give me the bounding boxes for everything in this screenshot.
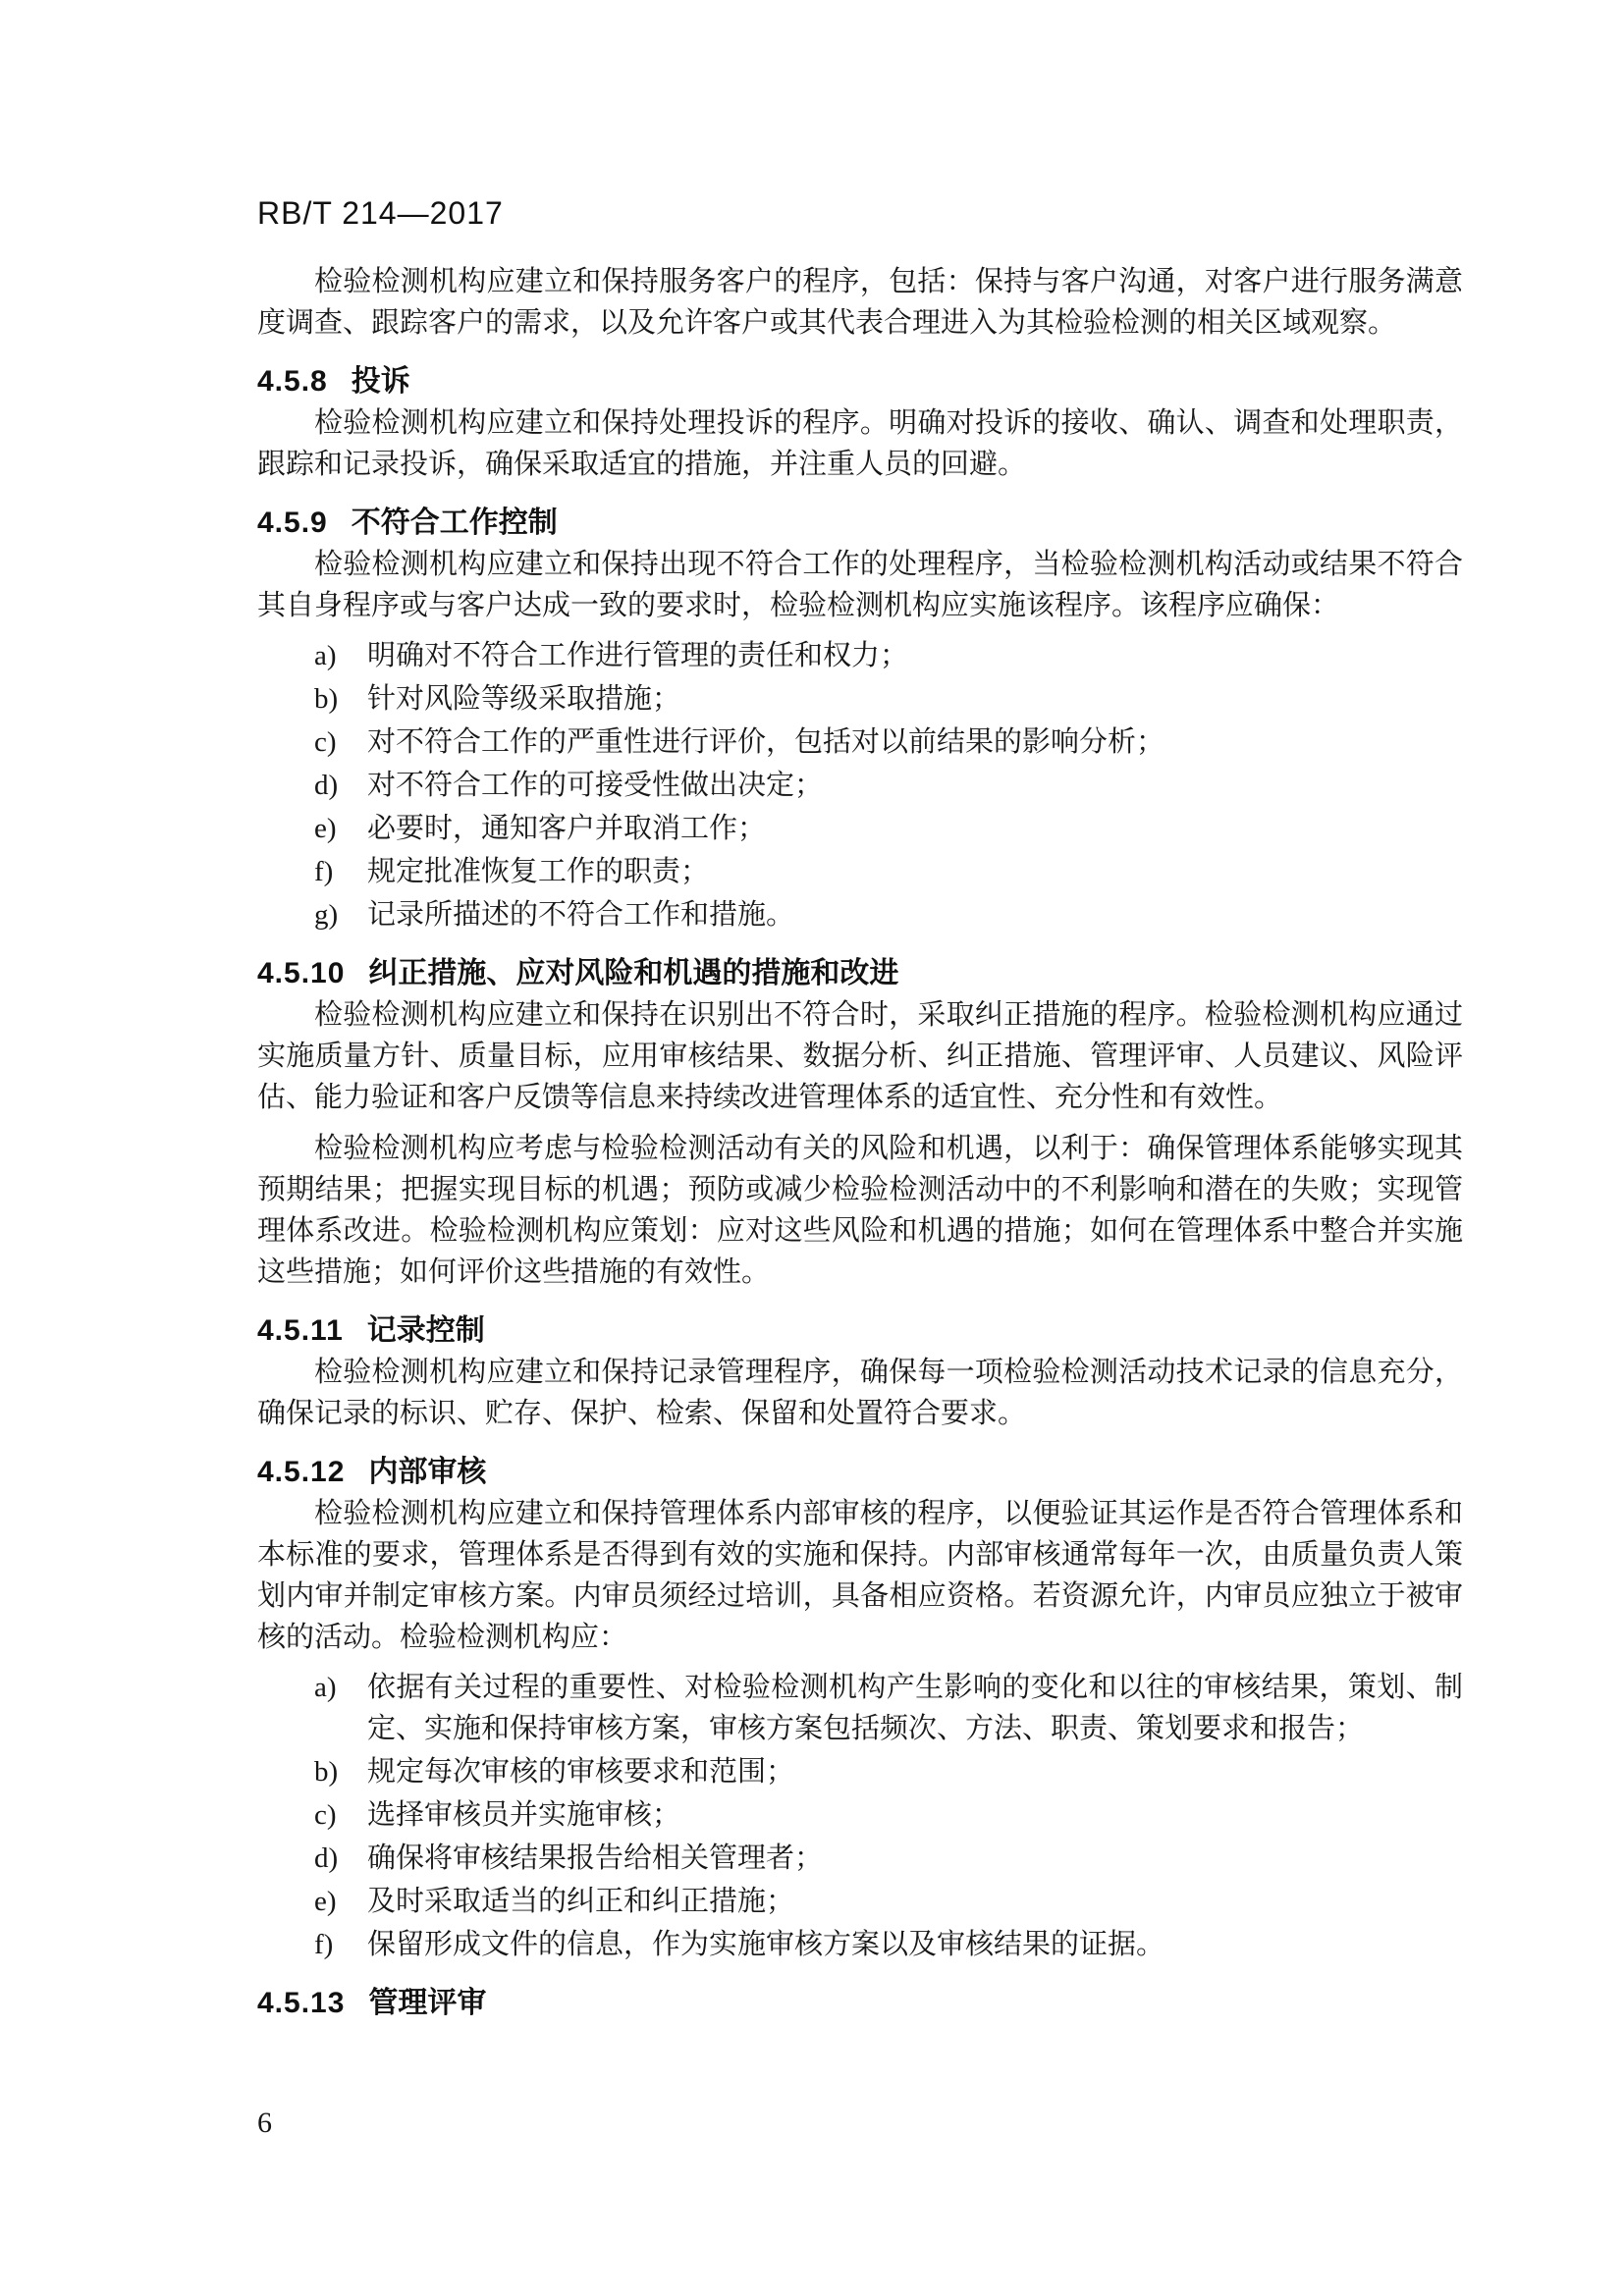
list-item-marker: a): [314, 640, 337, 671]
list-item-text: 确保将审核结果报告给相关管理者；: [367, 1842, 824, 1874]
section-title: 内部审核: [368, 1456, 487, 1488]
paragraph-record-control: 检验检测机构应建立和保持记录管理程序，确保每一项检验检测活动技术记录的信息充分，确保记录的标识、贮存、保护、检索、保留和处置符合要求。: [257, 1357, 1463, 1429]
list-item-marker: b): [314, 683, 339, 715]
list-item-marker: e): [314, 1886, 337, 1917]
list-item: [257, 808, 1463, 849]
section-heading-4-5-10: [257, 953, 1463, 994]
list-internal-audit: [257, 1667, 1463, 1965]
list-item-text: 及时采取适当的纠正和纠正措施；: [367, 1886, 795, 1917]
section-number: 4.5.13: [257, 1987, 346, 2019]
list-item-marker: d): [314, 1842, 339, 1874]
list-item-text: 规定每次审核的审核要求和范围；: [367, 1756, 795, 1788]
list-item-text: 必要时，通知客户并取消工作；: [367, 813, 767, 844]
section-heading-4-5-8: [257, 361, 1463, 402]
list-item-marker: b): [314, 1756, 339, 1788]
list-item: [257, 721, 1463, 763]
doc-code-header: RB/T 214—2017: [257, 195, 504, 231]
paragraph-internal-audit: 检验检测机构应建立和保持管理体系内部审核的程序，以便验证其运作是否符合管理体系和本标准的要求，管理体系是否得到有效的实施和保持。内部审核通常每年一次，由质量负责人策划内审并制定审核方案。内审员须经过培训，具备相应资格。若资源允许，内审员应独立于被审核的活动。检验检测机构应：: [257, 1498, 1463, 1653]
list-item: [257, 1751, 1463, 1792]
section-heading-4-5-9: [257, 503, 1463, 544]
list-item: [257, 1667, 1463, 1749]
list-item-marker: f): [314, 856, 334, 887]
list-item-marker: f): [314, 1929, 334, 1960]
section-heading-4-5-12: [257, 1452, 1463, 1493]
list-item-text: 选择审核员并实施审核；: [367, 1799, 681, 1831]
section-title: 不符合工作控制: [351, 507, 558, 539]
page-number: 6: [257, 2107, 272, 2139]
list-item-marker: g): [314, 899, 339, 931]
list-item: [257, 1881, 1463, 1922]
list-item-marker: c): [314, 726, 337, 758]
list-nonconforming-work: [257, 635, 1463, 935]
list-item: [257, 851, 1463, 892]
list-item-text: 保留形成文件的信息，作为实施审核方案以及审核结果的证据。: [367, 1929, 1165, 1960]
paragraph-corrective-actions: 检验检测机构应建立和保持在识别出不符合时，采取纠正措施的程序。检验检测机构应通过实施质量方针、质量目标，应用审核结果、数据分析、纠正措施、管理评审、人员建议、风险评估、能力验证和客户反馈等信息来持续改进管理体系的适宜性、充分性和有效性。: [257, 999, 1463, 1113]
paragraph-complaints: 检验检测机构应建立和保持处理投诉的程序。明确对投诉的接收、确认、调查和处理职责，跟踪和记录投诉，确保采取适宜的措施，并注重人员的回避。: [257, 407, 1463, 480]
list-item-text: 明确对不符合工作进行管理的责任和权力；: [367, 640, 909, 671]
section-number: 4.5.11: [257, 1314, 344, 1347]
list-item-text: 规定批准恢复工作的职责；: [367, 856, 710, 887]
section-number: 4.5.9: [257, 507, 328, 539]
section-title: 管理评审: [368, 1987, 487, 2019]
section-number: 4.5.12: [257, 1456, 346, 1488]
list-item-text: 针对风险等级采取措施；: [367, 683, 681, 715]
section-number: 4.5.8: [257, 365, 328, 398]
list-item: [257, 635, 1463, 676]
list-item: [257, 1924, 1463, 1965]
list-item-text: 记录所描述的不符合工作和措施。: [367, 899, 795, 931]
list-item: [257, 765, 1463, 806]
section-title: 投诉: [351, 365, 410, 398]
list-item-marker: e): [314, 813, 337, 844]
section-title: 纠正措施、应对风险和机遇的措施和改进: [368, 957, 899, 989]
list-item-marker: a): [314, 1672, 337, 1703]
list-item: [257, 1838, 1463, 1879]
list-item: [257, 1794, 1463, 1836]
section-title: 记录控制: [366, 1314, 485, 1347]
list-item: [257, 894, 1463, 935]
section-number: 4.5.10: [257, 957, 346, 989]
list-item-marker: c): [314, 1799, 337, 1831]
page-content: [257, 192, 1463, 2024]
list-item: [257, 678, 1463, 720]
list-item-text: 对不符合工作的可接受性做出决定；: [367, 770, 824, 801]
paragraph-nonconforming-work: 检验检测机构应建立和保持出现不符合工作的处理程序，当检验检测机构活动或结果不符合其自身程序或与客户达成一致的要求时，检验检测机构应实施该程序。该程序应确保：: [257, 549, 1463, 621]
paragraph-risks-opportunities: 检验检测机构应考虑与检验检测活动有关的风险和机遇，以利于：确保管理体系能够实现其预期结果；把握实现目标的机遇；预防或减少检验检测活动中的不利影响和潜在的失败；实现管理体系改进。检验检测机构应策划：应对这些风险和机遇的措施；如何在管理体系中整合并实施这些措施；如何评价这些措施的有效性。: [257, 1133, 1463, 1288]
list-item-text: 对不符合工作的严重性进行评价，包括对以前结果的影响分析；: [367, 726, 1165, 758]
section-heading-4-5-13: [257, 1983, 1463, 2024]
list-item-marker: d): [314, 770, 339, 801]
list-item-text: 依据有关过程的重要性、对检验检测机构产生影响的变化和以往的审核结果，策划、制定、实施和保持审核方案，审核方案包括频次、方法、职责、策划要求和报告；: [367, 1672, 1463, 1744]
section-heading-4-5-11: [257, 1310, 1463, 1352]
paragraph-service-customers: 检验检测机构应建立和保持服务客户的程序，包括：保持与客户沟通，对客户进行服务满意度调查、跟踪客户的需求，以及允许客户或其代表合理进入为其检验检测的相关区域观察。: [257, 266, 1463, 339]
